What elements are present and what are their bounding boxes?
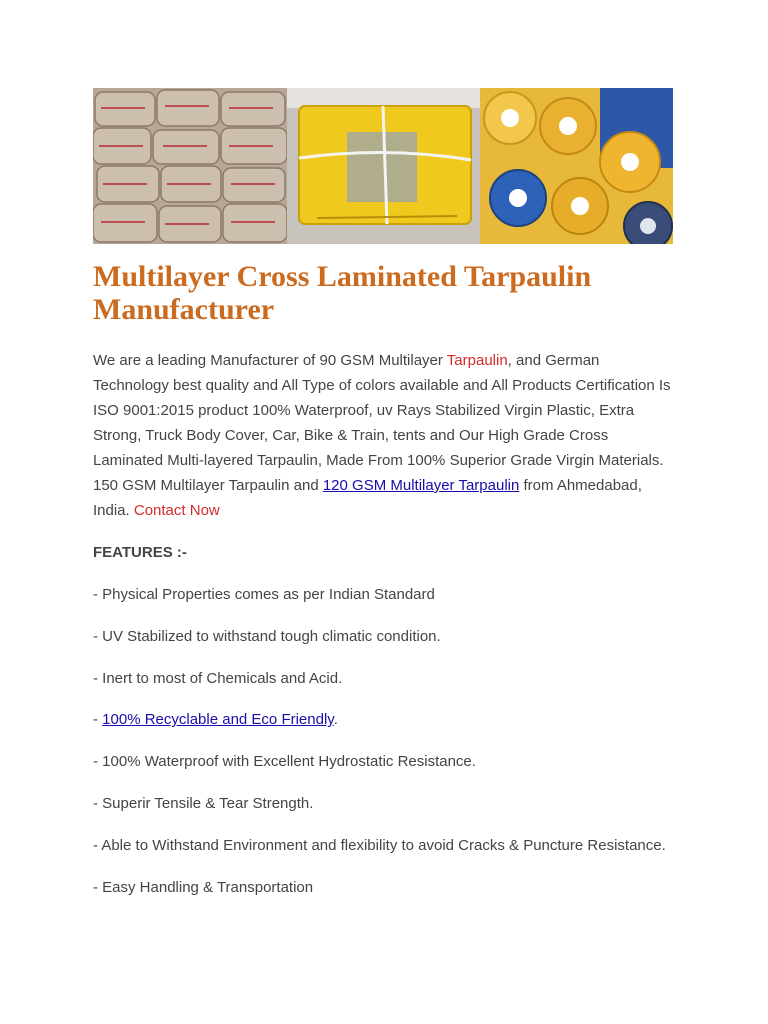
tarpaulin-rolls-image: [480, 88, 673, 244]
feature-item: - 100% Waterproof with Excellent Hydrostatic Resistance.: [93, 753, 476, 771]
contact-now-link[interactable]: Contact Now: [133, 502, 220, 519]
intro-text-1: We are a leading Manufacturer of 90 GSM Multilayer: [93, 352, 447, 369]
feature-item: - Able to Withstand Environment and flexibility to avoid Cracks & Puncture Resistance.: [93, 836, 666, 854]
feature-item: [93, 707, 673, 732]
yellow-tarpaulin-pack-image: [287, 88, 480, 244]
feature-item: - Superir Tensile & Tear Strength.: [93, 794, 314, 812]
feature-item: - UV Stabilized to withstand tough climatic condition.: [93, 627, 441, 645]
feature-item: - Easy Handling & Transportation: [93, 878, 314, 896]
intro-text-3: from Ahmedabad, India.: [93, 477, 642, 519]
features-heading: FEATURES :-: [93, 544, 187, 561]
feature-prefix: -: [93, 711, 103, 729]
tarpaulin-link[interactable]: Tarpaulin: [446, 352, 508, 369]
cement-bags-image: [93, 88, 287, 244]
intro-text-2: , and German Technology best quality and All Type of colors available and All Products Certification Is ISO 9001:2015 product 100% Waterproof, uv Rays Stabilized Virgin Plastic, Extra Strong, Truck Body Cover, Car, Bike & Train, tents and Our High Grade Cross Laminated Multi-layered Tarpaulin, Made From 100% Superior Grade Virgin Materials. 150 GSM Multilayer Tarpaulin and: [93, 352, 671, 494]
feature-item: - Physical Properties comes as per Indian Standard: [93, 586, 435, 603]
intro-paragraph: [93, 348, 673, 523]
page-title: Multilayer Cross Laminated Tarpaulin Manufacturer: [93, 260, 592, 326]
banner: [93, 88, 673, 244]
recyclable-eco-friendly-link[interactable]: 100% Recyclable and Eco Friendly: [102, 711, 334, 729]
feature-suffix: .: [333, 711, 338, 729]
feature-item: - Inert to most of Chemicals and Acid.: [93, 669, 343, 687]
120-gsm-tarpaulin-link[interactable]: 120 GSM Multilayer Tarpaulin: [322, 477, 520, 494]
article-body: [93, 348, 673, 916]
